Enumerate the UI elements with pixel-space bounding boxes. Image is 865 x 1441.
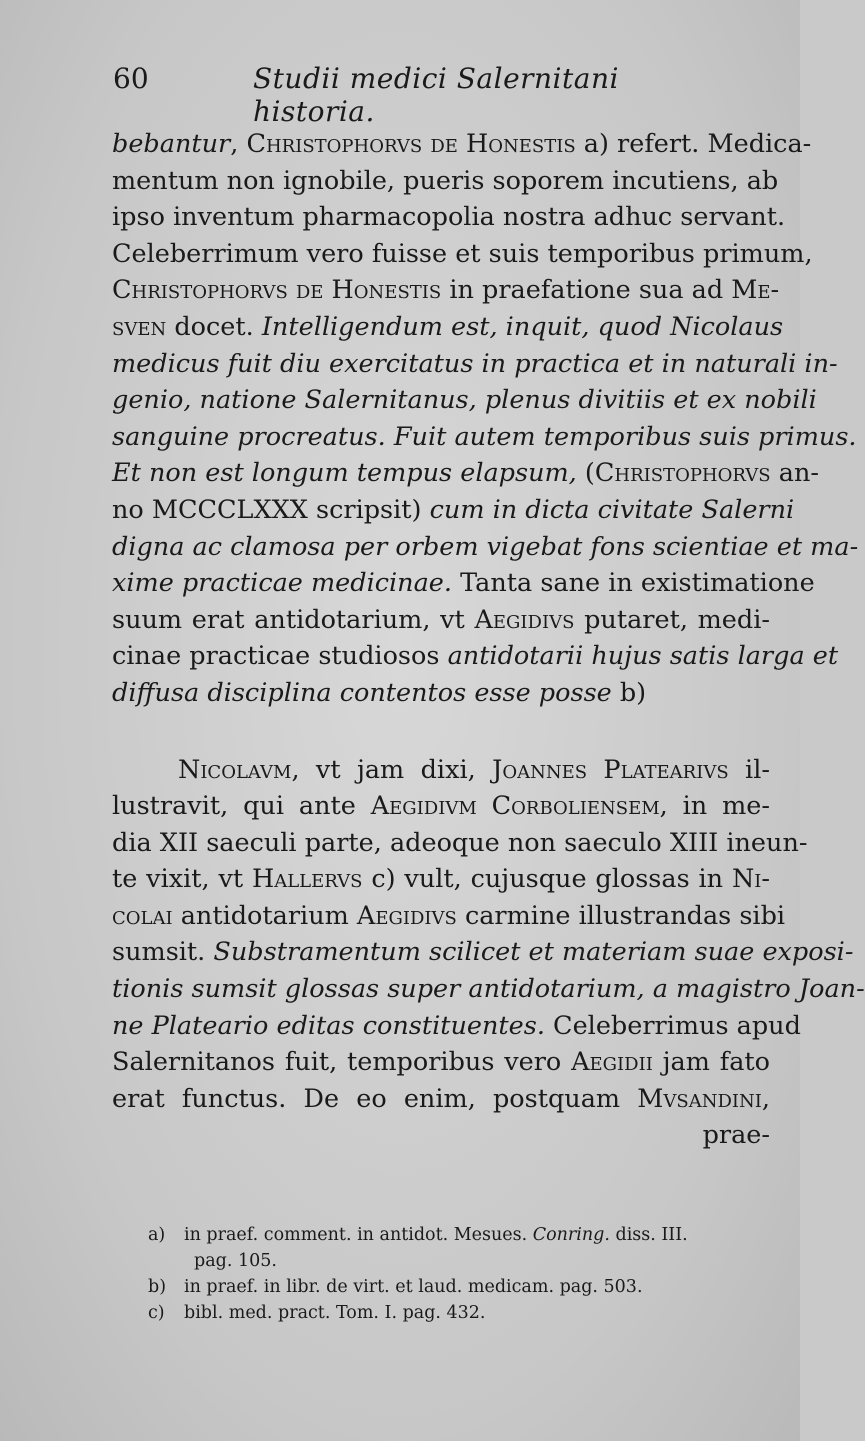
text-line: erat functus. De eo enim, postquam Mvsandini, — [112, 1083, 770, 1114]
text-line: xime practicae medicinae. Tanta sane in existimatione — [112, 568, 815, 599]
text-line: sven docet. Intelligendum est, inquit, quod Nicolaus — [112, 311, 784, 342]
text-line: ipso inventum pharmacopolia nostra adhuc servant. — [112, 202, 786, 233]
text-line: Nicolavm, vt jam dixi, Joannes Platearivs il- — [178, 754, 770, 785]
text-line: lustravit, qui ante Aegidivm Corboliensem, in me- — [112, 791, 770, 822]
text-line: cinae practicae studiosos antidotarii hujus satis larga et — [112, 641, 839, 672]
footnote-marker: c) — [148, 1303, 165, 1323]
text-line: colai antidotarium Aegidivs carmine illustrandas sibi — [112, 900, 786, 931]
text-line: genio, natione Salernitanus, plenus divitiis et ex nobili — [112, 385, 817, 416]
footnote-a-continuation: pag. 105. — [194, 1251, 277, 1271]
footnote-a: a) in praef. comment. in antidot. Mesues. Conring. diss. III. — [148, 1222, 708, 1248]
footnote-b: b) in praef. in libr. de virt. et laud. medicam. pag. 503. — [148, 1274, 708, 1300]
text-line: sumsit. Substramentum scilicet et materiam suae exposi- — [112, 937, 854, 968]
footnote-c: c) bibl. med. pract. Tom. I. pag. 432. — [148, 1300, 708, 1326]
footnote-marker: a) — [148, 1225, 166, 1245]
text-line: tionis sumsit glossas super antidotarium, a magistro Joan- — [112, 974, 865, 1005]
main-text — [112, 126, 865, 1154]
text-line: sanguine procreatus. Fuit autem temporibus suis primus. — [112, 421, 857, 452]
text-line: Celeberrimum vero fuisse et suis temporibus primum, — [112, 238, 813, 269]
running-title: Studii medici Salernitani historia. — [253, 62, 619, 128]
text-line: mentum non ignobile, pueris soporem incutiens, ab — [112, 165, 779, 196]
text-line: medicus fuit diu exercitatus in practica et in naturali in- — [112, 348, 838, 379]
text-line: Christophorvs de Honestis in praefatione sua ad Me- — [112, 275, 780, 306]
text-line: diffusa disciplina contentos esse posse b) — [112, 677, 647, 708]
text-line: ne Plateario editas constituentes. Celeberrimus apud — [112, 1010, 801, 1041]
footnote-marker: b) — [148, 1277, 167, 1297]
catchword: prae- — [702, 1120, 770, 1151]
text-line: Et non est longum tempus elapsum, (Christophorvs an- — [112, 458, 819, 489]
text-line: dia XII saeculi parte, adeoque non saeculo XIII ineun- — [112, 827, 808, 858]
footnotes — [148, 1222, 708, 1326]
text-line: Salernitanos fuit, temporibus vero Aegidii jam fato — [112, 1047, 771, 1078]
page-number: 60 — [113, 62, 149, 95]
text-line: no MCCCLXXX scripsit) cum in dicta civitate Salerni — [112, 494, 795, 525]
text-line: te vixit, vt Hallervs c) vult, cujusque glossas in Ni- — [112, 864, 770, 895]
text-line: bebantur, Christophorvs de Honestis a) refert. Medica- — [112, 129, 812, 159]
text-line: suum erat antidotarium, vt Aegidivs putaret, medi- — [112, 604, 770, 635]
text-line: digna ac clamosa per orbem vigebat fons scientiae et ma- — [112, 531, 859, 562]
